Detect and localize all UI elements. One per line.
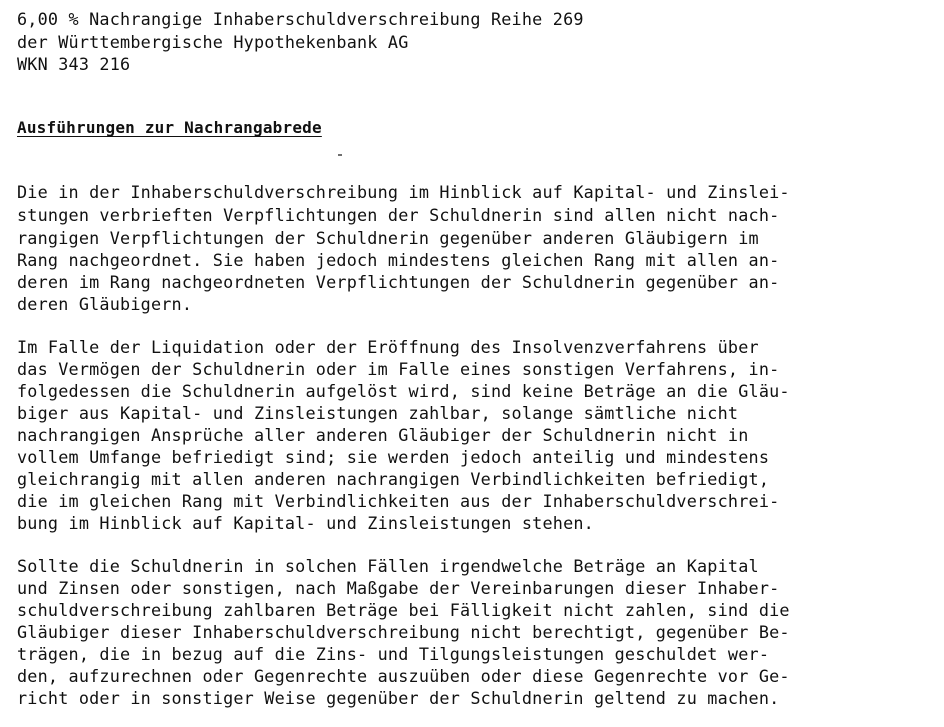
text-line: deren im Rang nachgeordneten Verpflichtungen der Schuldnerin gegenüber an- (17, 272, 780, 292)
issuer-line: der Württembergische Hypothekenbank AG (17, 32, 409, 52)
text-line: nachrangigen Ansprüche aller anderen Gläubiger der Schuldnerin nicht in (17, 425, 749, 445)
scan-speck (338, 154, 342, 156)
section-heading: Ausführungen zur Nachrangabrede (17, 118, 322, 137)
wkn-line: WKN 343 216 (17, 54, 131, 74)
text-line: gleichrangig mit allen anderen nachrangigen Verbindlichkeiten befriedigt, (17, 469, 770, 489)
text-line: Sollte die Schuldnerin in solchen Fällen irgendwelche Beträge an Kapital (17, 556, 759, 576)
text-line: den, aufzurechnen oder Gegenrechte auszuüben oder diese Gegenrechte vor Ge- (17, 666, 790, 686)
text-line: Gläubiger dieser Inhaberschuldverschreibung nicht berechtigt, gegenüber Be- (17, 622, 790, 642)
text-line: deren Gläubigern. (17, 294, 193, 314)
bond-title-line: 6,00 % Nachrangige Inhaberschuldverschreibung Reihe 269 (17, 9, 584, 29)
text-line: Rang nachgeordnet. Sie haben jedoch mindestens gleichen Rang mit allen an- (17, 250, 780, 270)
text-line: vollem Umfange befriedigt sind; sie werden jedoch anteilig und mindestens (17, 447, 770, 467)
text-line: und Zinsen oder sonstigen, nach Maßgabe der Vereinbarungen dieser Inhaber- (17, 578, 780, 598)
text-line: Im Falle der Liquidation oder der Eröffnung des Insolvenzverfahrens über (17, 337, 759, 357)
text-line: das Vermögen der Schuldnerin oder im Falle eines sonstigen Verfahrens, in- (17, 359, 780, 379)
text-line: Die in der Inhaberschuldverschreibung im Hinblick auf Kapital- und Zinslei- (17, 182, 790, 202)
text-line: biger aus Kapital- und Zinsleistungen zahlbar, solange sämtliche nicht (17, 403, 739, 423)
text-line: trägen, die in bezug auf die Zins- und Tilgungsleistungen geschuldet wer- (17, 644, 770, 664)
text-line: rangigen Verpflichtungen der Schuldnerin gegenüber anderen Gläubigern im (17, 228, 759, 248)
text-line: die im gleichen Rang mit Verbindlichkeiten aus der Inhaberschuldverschrei- (17, 491, 780, 511)
text-line: bung im Hinblick auf Kapital- und Zinsleistungen stehen. (17, 513, 594, 533)
text-line: schuldverschreibung zahlbaren Beträge bei Fälligkeit nicht zahlen, sind die (17, 600, 790, 620)
text-line: folgedessen die Schuldnerin aufgelöst wird, sind keine Beträge an die Gläu- (17, 381, 790, 401)
text-line: stungen verbrieften Verpflichtungen der Schuldnerin sind allen nicht nach- (17, 205, 780, 225)
text-line: richt oder in sonstiger Weise gegenüber der Schuldnerin geltend zu machen. (17, 688, 780, 708)
